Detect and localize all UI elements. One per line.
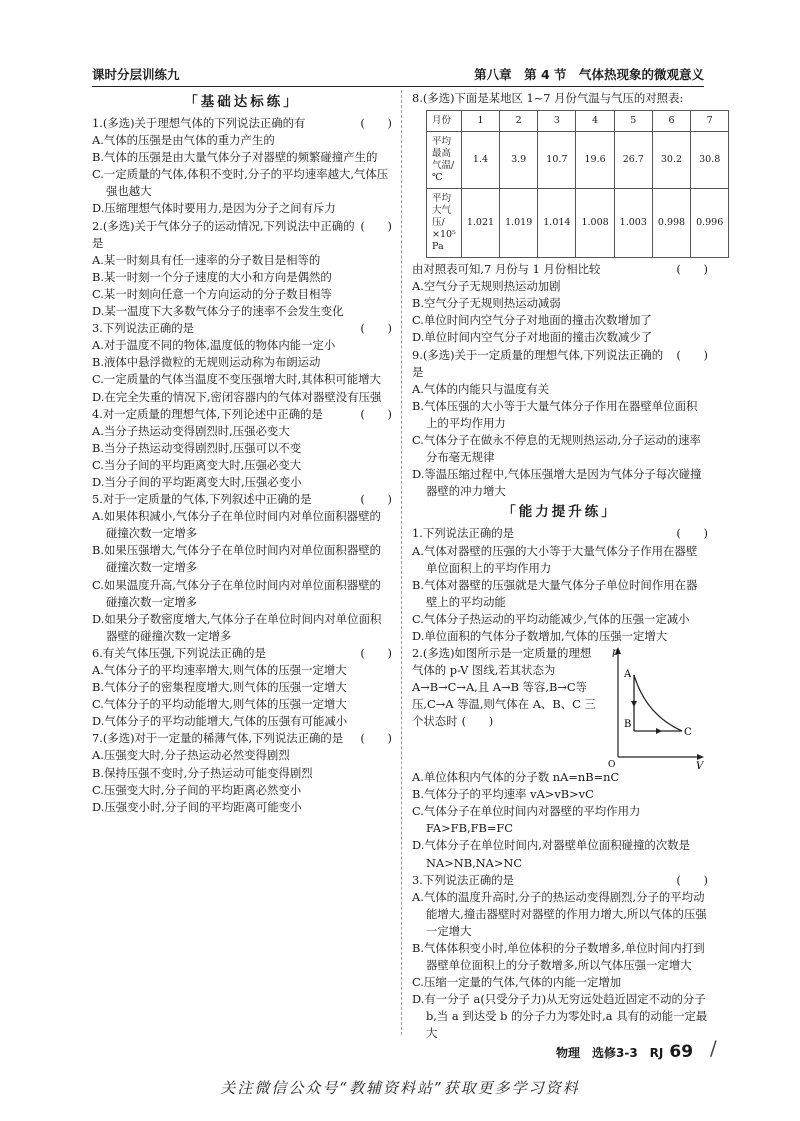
table-row bbox=[427, 132, 729, 189]
question-9 bbox=[412, 347, 708, 501]
table-cell: 19.6 bbox=[576, 132, 614, 189]
v-axis-arrow bbox=[697, 754, 704, 760]
option-c: C.当分子间的平均距离变大时,压强必变大 bbox=[92, 457, 302, 472]
option-c: C.压强变大时,分子间的平均距离必然变小 bbox=[92, 782, 302, 797]
header-right-chapter: 第八章 第 4 节 气体热现象的微观意义 bbox=[474, 67, 704, 82]
origin-label: O bbox=[608, 760, 616, 770]
header-left-title: 课时分层训练九 bbox=[92, 67, 180, 82]
table-row-label: 平均大气压/×10⁵ Pa bbox=[427, 189, 462, 258]
option-d: D.单位时间内空气分子对地面的撞击次数减少了 bbox=[412, 330, 653, 345]
table-cell: 0.996 bbox=[691, 189, 729, 258]
adv-question-3-stem: 3.下列说法正确的是 bbox=[412, 872, 514, 887]
table-cell: 26.7 bbox=[614, 132, 652, 189]
option-d: D.某一温度下大多数气体分子的速率不会发生变化 bbox=[92, 304, 344, 319]
climate-table bbox=[426, 110, 729, 258]
question-9-options bbox=[412, 381, 708, 501]
option-d: D.单位面积的气体分子数增加,气体的压强一定增大 bbox=[412, 628, 668, 643]
question-stem: 2.(多选)关于气体分子的运动情况,下列说法中正确的是 bbox=[92, 218, 355, 250]
option-b: B.气体压强的大小等于大量气体分子作用在器壁单位面积上的平均作用力 bbox=[412, 398, 698, 430]
option-d: D.在完全失重的情况下,密闭容器内的气体对器壁没有压强 bbox=[92, 389, 382, 404]
ab-arrow bbox=[631, 701, 637, 707]
question-options bbox=[92, 252, 392, 320]
question-3 bbox=[92, 320, 392, 405]
table-cell: 3.9 bbox=[500, 132, 538, 189]
option-b: B.当分子热运动变得剧烈时,压强可以不变 bbox=[92, 440, 302, 455]
option-b: B.保持压强不变时,分子热运动可能变得剧烈 bbox=[92, 765, 313, 780]
option-b: B.某一时刻一个分子速度的大小和方向是偶然的 bbox=[92, 269, 332, 284]
table-row-label: 平均最高气温/℃ bbox=[427, 132, 462, 189]
option-a: A.气体的温度升高时,分子的热运动变得剧烈,分子的平均动能增大,撞击器壁时对器壁的作用力增大,所以气体的压强一定增大 bbox=[412, 889, 707, 938]
answer-paren: ( ) bbox=[676, 262, 708, 277]
question-4 bbox=[92, 406, 392, 491]
bottom-note: 关注微信公众号“教辅资料站”获取更多学习资料 bbox=[220, 1079, 580, 1097]
table-cell: 6 bbox=[652, 111, 690, 132]
option-b: B.气体分子的密集程度增大,则气体的压强一定增大 bbox=[92, 680, 347, 695]
option-c: C.一定质量的气体,体积不变时,分子的平均速率越大,气体压强也越大 bbox=[92, 167, 389, 199]
left-column bbox=[92, 90, 392, 816]
option-b: B.气体分子的平均速率 vA>vB>vC bbox=[412, 787, 594, 802]
answer-paren: ( ) bbox=[676, 526, 708, 541]
adv-question-2-stem: 2.(多选)如图所示是一定质量的理想气体的 p-V 图线,若其状态为 A→B→C→A,且 A→B 等容,B→C等压,C→A 等温,则气体在 A、B、C 三个状态时 bbox=[412, 646, 596, 729]
option-a: A.气体的压强是由气体的重力产生的 bbox=[92, 133, 275, 148]
option-a: A.气体对器壁的压强的大小等于大量气体分子作用在器壁单位面积上的平均作用力 bbox=[412, 543, 698, 575]
table-cell: 7 bbox=[691, 111, 729, 132]
question-options bbox=[92, 132, 392, 217]
question-stem: 5.对于一定质量的气体,下列叙述中正确的是 bbox=[92, 492, 312, 507]
question-7 bbox=[92, 730, 392, 815]
question-options bbox=[92, 747, 392, 815]
pv-diagram bbox=[604, 645, 708, 769]
answer-paren: ( ) bbox=[360, 218, 392, 233]
option-a: A.气体分子的平均速率增大,则气体的压强一定增大 bbox=[92, 663, 347, 677]
section-advanced-title: 「能力提升练」 bbox=[502, 504, 618, 521]
answer-paren: ( ) bbox=[360, 321, 392, 336]
question-stem: 6.有关气体压强,下列说法正确的是 bbox=[92, 645, 266, 660]
column-divider bbox=[401, 90, 402, 1035]
right-column bbox=[412, 90, 724, 1043]
table-cell: 30.2 bbox=[652, 132, 690, 189]
option-b: B.如果压强增大,气体分子在单位时间内对单位面积器壁的碰撞次数一定增多 bbox=[92, 543, 381, 575]
table-header-label: 月份 bbox=[427, 111, 462, 132]
option-c: C.气体分子热运动的平均动能减少,气体的压强一定减小 bbox=[412, 611, 690, 626]
table-cell: 1.008 bbox=[576, 189, 614, 258]
option-a: A.对于温度不同的物体,温度低的物体内能一定小 bbox=[92, 338, 336, 353]
question-stem: 1.(多选)关于理想气体的下列说法正确的有 bbox=[92, 116, 306, 130]
question-options bbox=[92, 508, 392, 645]
option-a: A.如果体积减小,气体分子在单位时间内对单位面积器壁的碰撞次数一定增多 bbox=[92, 509, 381, 541]
table-cell: 1.014 bbox=[538, 189, 576, 258]
option-a: A.气体的内能只与温度有关 bbox=[412, 381, 550, 396]
table-cell: 10.7 bbox=[538, 132, 576, 189]
table-cell: 4 bbox=[576, 111, 614, 132]
option-d: D.有一分子 a(只受分子力)从无穷远处趋近固定不动的分子 b,当 a 到达受 b 的分子力为零处时,a 具有的动能一定最大 bbox=[412, 992, 708, 1041]
page-number: 69 bbox=[669, 1042, 694, 1062]
adv-question-3-options bbox=[412, 889, 708, 1043]
option-b: B.气体对器壁的压强就是大量气体分子单位时间作用在器壁上的平均动能 bbox=[412, 577, 698, 609]
question-2 bbox=[92, 218, 392, 321]
option-d: D.气体分子的平均动能增大,气体的压强有可能减小 bbox=[92, 714, 348, 729]
option-c: C.气体分子在单位时间内对器壁的平均作用力 FA>FB,FB=FC bbox=[412, 804, 641, 836]
option-a: A.压强变大时,分子热运动必然变得剧烈 bbox=[92, 748, 290, 763]
header-rule bbox=[92, 86, 704, 87]
table-cell: 1.019 bbox=[500, 189, 538, 258]
table-row bbox=[427, 111, 729, 132]
table-cell: 1.4 bbox=[461, 132, 499, 189]
option-c: C.气体分子的平均动能增大,则气体的压强一定增大 bbox=[92, 697, 347, 712]
answer-paren: ( ) bbox=[676, 347, 708, 362]
question-stem: 7.(多选)对于一定量的稀薄气体,下列说法正确的是 bbox=[92, 731, 344, 746]
adv-question-3 bbox=[412, 872, 708, 1043]
option-d: D.等温压缩过程中,气体压强增大是因为气体分子每次碰撞器壁的冲力增大 bbox=[412, 467, 702, 499]
answer-paren: ( ) bbox=[360, 406, 392, 421]
point-b-label: B bbox=[624, 719, 632, 731]
option-b: B.液体中悬浮微粒的无规则运动称为布朗运动 bbox=[92, 355, 321, 370]
adv-question-2 bbox=[412, 645, 708, 872]
table-cell: 1 bbox=[461, 111, 499, 132]
table-cell: 1.021 bbox=[461, 189, 499, 258]
option-c: C.一定质量的气体当温度不变压强增大时,其体积可能增大 bbox=[92, 372, 381, 387]
v-label: V bbox=[696, 761, 704, 770]
point-c-label: C bbox=[684, 727, 692, 739]
bc-arrow bbox=[656, 728, 662, 734]
option-c: C.单位时间内空气分子对地面的撞击次数增加了 bbox=[412, 313, 652, 328]
option-c: C.气体分子在做永不停息的无规则热运动,分子运动的速率分布毫无规律 bbox=[412, 433, 701, 465]
option-a: A.空气分子无规则热运动加剧 bbox=[412, 279, 561, 294]
question-5 bbox=[92, 491, 392, 645]
option-d: D.气体分子在单位时间内,对器壁单位面积碰撞的次数是 NA>NB,NA>NC bbox=[412, 838, 690, 870]
table-row bbox=[427, 189, 729, 258]
option-c: C.如果温度升高,气体分子在单位时间内对单位面积器壁的碰撞次数一定增多 bbox=[92, 577, 381, 609]
footer-page-info bbox=[556, 1044, 693, 1062]
footer-slash: / bbox=[710, 1036, 717, 1060]
adv-question-1-stem: 1.下列说法正确的是 bbox=[412, 526, 514, 541]
option-a: A.某一时刻具有任一速率的分子数目是相等的 bbox=[92, 252, 321, 267]
question-options bbox=[92, 662, 392, 730]
left-question-list bbox=[92, 115, 392, 816]
question-options bbox=[92, 423, 392, 491]
question-stem: 3.下列说法正确的是 bbox=[92, 321, 194, 336]
answer-paren: ( ) bbox=[360, 731, 392, 746]
adv-question-1 bbox=[412, 525, 708, 645]
table-cell: 2 bbox=[500, 111, 538, 132]
option-b: B.空气分子无规则热运动减弱 bbox=[412, 296, 561, 311]
option-c: C.某一时刻向任意一个方向运动的分子数目相等 bbox=[92, 286, 332, 301]
option-b: B.气体体积变小时,单位体积的分子数增多,单位时间内打到器壁单位面积上的分子数增多,所以气体压强一定增大 bbox=[412, 941, 705, 973]
question-8-after: 由对照表可知,7 月份与 1 月份相比较 ( ) bbox=[412, 261, 708, 278]
option-a: A.当分子热运动变得剧烈时,压强必变大 bbox=[92, 423, 290, 438]
option-a: A.单位体积内气体的分子数 nA=nB=nC bbox=[412, 770, 620, 785]
table-cell: 1.003 bbox=[614, 189, 652, 258]
question-8-stem: 8.(多选)下面是某地区 1~7 月份气温与气压的对照表: bbox=[412, 91, 684, 105]
question-6 bbox=[92, 645, 392, 730]
answer-paren: ( ) bbox=[461, 714, 494, 729]
option-d: D.如果分子数密度增大,气体分子在单位时间内对单位面积器壁的碰撞次数一定增多 bbox=[92, 611, 382, 643]
adv-question-2-options bbox=[412, 769, 708, 872]
table-cell: 5 bbox=[614, 111, 652, 132]
adv-question-1-options bbox=[412, 543, 708, 646]
point-a-label: A bbox=[624, 669, 632, 681]
footer-subject: 物理 选修3-3 RJ bbox=[556, 1046, 664, 1060]
ca-curve bbox=[634, 675, 682, 731]
question-stem: 4.对一定质量的理想气体,下列论述中正确的是 bbox=[92, 406, 323, 421]
question-9-stem: 9.(多选)关于一定质量的理想气体,下列说法正确的是 bbox=[412, 347, 664, 379]
table-cell: 30.8 bbox=[691, 132, 729, 189]
option-c: C.压缩一定量的气体,气体的内能一定增加 bbox=[412, 975, 622, 990]
answer-paren: ( ) bbox=[360, 116, 392, 130]
table-cell: 0.998 bbox=[652, 189, 690, 258]
option-d: D.压缩理想气体时要用力,是因为分子之间有斥力 bbox=[92, 201, 336, 216]
option-b: B.气体的压强是由大量气体分子对器壁的频繁碰撞产生的 bbox=[92, 150, 378, 165]
question-8 bbox=[412, 90, 724, 347]
answer-paren: ( ) bbox=[676, 872, 708, 887]
question-options bbox=[92, 337, 392, 405]
option-d: D.压强变小时,分子间的平均距离可能变小 bbox=[92, 799, 302, 814]
section-basic-title: 「基础达标练」 bbox=[184, 94, 300, 110]
question-1 bbox=[92, 115, 392, 218]
option-d: D.当分子间的平均距离变大时,压强必变小 bbox=[92, 474, 302, 489]
table-cell: 3 bbox=[538, 111, 576, 132]
p-label: p bbox=[612, 647, 619, 659]
answer-paren: ( ) bbox=[360, 645, 392, 660]
answer-paren: ( ) bbox=[360, 492, 392, 507]
question-8-options bbox=[412, 278, 708, 346]
